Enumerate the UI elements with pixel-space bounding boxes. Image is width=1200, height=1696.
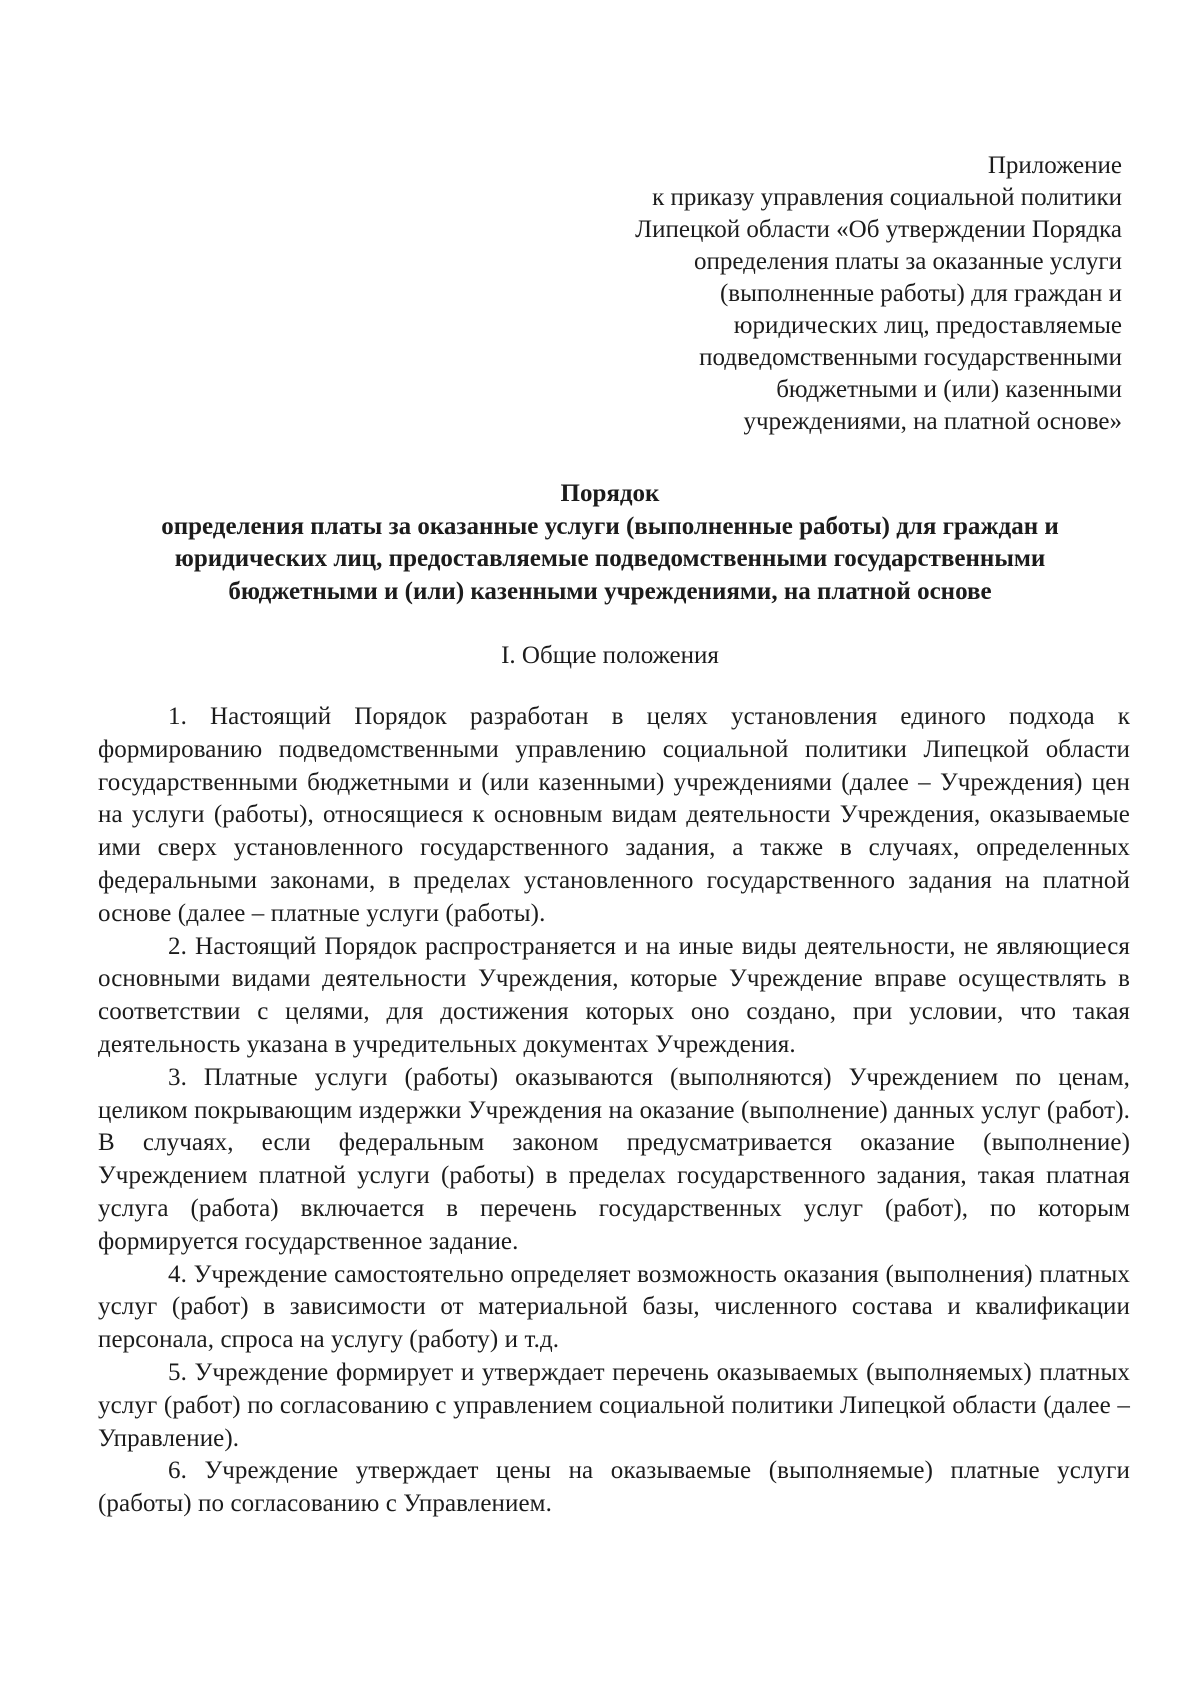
appendix-line: учреждениями, на платной основе» [743,408,1122,435]
appendix-line: юридических лиц, предоставляемые [733,312,1122,339]
title-line: определения платы за оказанные услуги (выполненные работы) для граждан и [161,512,1059,540]
title-line: юридических лиц, предоставляемые подведомственными государственными [174,545,1046,572]
title-line: Порядок [560,480,660,507]
title-line: бюджетными и (или) казенными учреждениями, на платной основе [228,577,992,605]
appendix-line: (выполненные работы) для граждан и [719,280,1122,307]
appendix-line: подведомственными государственными [699,344,1122,371]
paragraph-3: 3. Платные услуги (работы) оказываются (выполняются) Учреждением по ценам, целиком покрывающим издержки Учреждения на оказание (выполнение) данных услуг (работ). В случаях, если федеральным законом предусматривается оказание (выполнение) Учреждением платной услуги (работы) в пределах государственного задания, такая платная услуга (работа) включается в перечень государственных услуг (работ), по которым формируется государственное задание. [98,1063,1130,1255]
paragraph-5: 5. Учреждение формирует и утверждает перечень оказываемых (выполняемых) платных услуг (работ) по согласованию с управлением социальной политики Липецкой области (далее – Управление). [98,1358,1130,1452]
appendix-line: Липецкой области «Об утверждении Порядка [635,216,1122,243]
appendix-line: к приказу управления социальной политики [652,184,1122,211]
paragraph-4: 4. Учреждение самостоятельно определяет возможность оказания (выполнения) платных услуг (работ) в зависимости от материальной базы, численного состава и квалификации персонала, спроса на услугу (работу) и т.д. [98,1260,1130,1354]
paragraph-2: 2. Настоящий Порядок распространяется и на иные виды деятельности, не являющиеся основными видами деятельности Учреждения, которые Учреждение вправе осуществлять в соответствии с целями, для достижения которых оно создано, при условии, что такая деятельность указана в учредительных документах Учреждения. [98,932,1130,1058]
document-body [98,701,1130,1521]
document-title [90,478,1130,608]
appendix-line: Приложение [987,152,1122,179]
appendix-line: определения платы за оказанные услуги [694,248,1122,275]
section-heading: I. Общие положения [501,642,719,669]
appendix-line: бюджетными и (или) казенными [776,376,1122,403]
paragraph-1: 1. Настоящий Порядок разработан в целях установления единого подхода к формированию подведомственными управлению социальной политики Липецкой области государственными бюджетными и (или казенными) учреждениями (далее – Учреждения) цен на услуги (работы), относящиеся к основным видам деятельности Учреждения, оказываемые ими сверх установленного государственного задания, а также в случаях, определенных федеральными законами, в пределах установленного государственного задания на платной основе (далее – платные услуги (работы). [98,703,1130,927]
paragraph-6: 6. Учреждение утверждает цены на оказываемые (выполняемые) платные услуги (работы) по согласованию с Управлением. [98,1457,1130,1518]
appendix-header [422,150,1122,438]
